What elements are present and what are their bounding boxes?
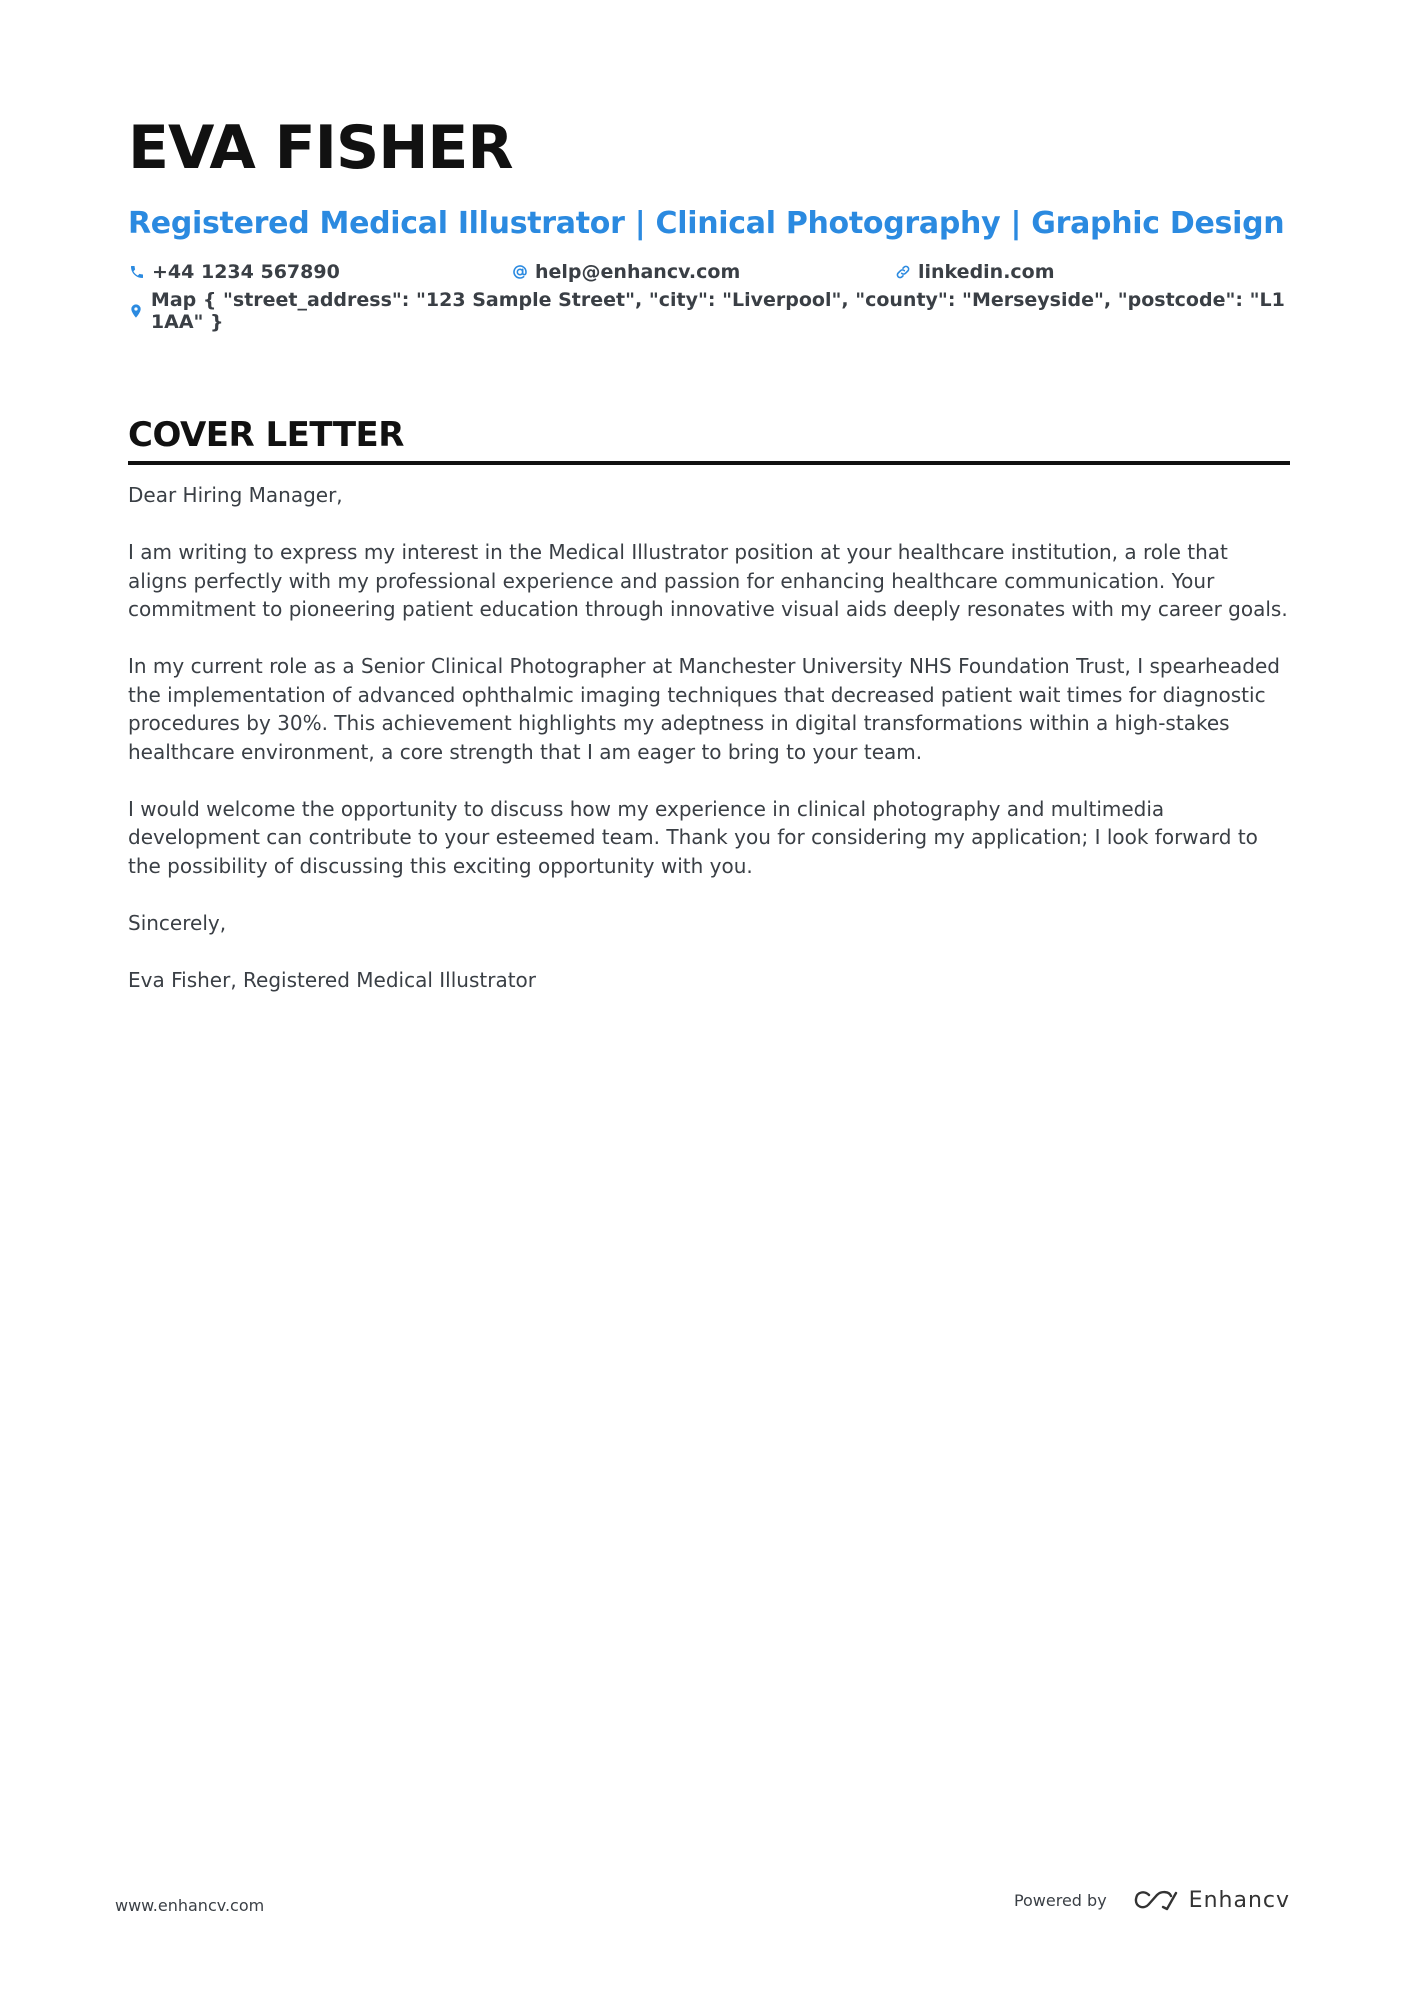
footer-branding — [1014, 1888, 1290, 1913]
letter-body — [128, 481, 1290, 994]
location-text: Map { "street_address": "123 Sample Street", "city": "Liverpool", "county": "Merseyside", "postcode": "L1 1AA" } — [150, 289, 1285, 333]
letter-greeting: Dear Hiring Manager, — [128, 483, 343, 507]
link-text: linkedin.com — [918, 261, 1055, 283]
at-icon — [511, 263, 529, 281]
contact-location — [128, 289, 1290, 333]
enhancv-logo-icon — [1133, 1889, 1179, 1913]
letter-paragraph-2: In my current role as a Senior Clinical Photographer at Manchester University NHS Foundation Trust, I spearheaded the implementation of advanced ophthalmic imaging techniques that decreased patient wait times for diagnostic procedures by 30%. This achievement highlights my adeptness in digital transformations within a high-stakes healthcare environment, a core strength that I am eager to bring to your team. — [128, 654, 1280, 764]
section-title: COVER LETTER — [128, 415, 404, 455]
phone-icon — [128, 263, 146, 281]
candidate-name: EVA FISHER — [128, 113, 513, 183]
powered-by-text: Powered by — [1013, 1891, 1107, 1910]
section-divider — [128, 461, 1290, 465]
contact-phone — [128, 261, 511, 283]
letter-paragraph-1: I am writing to express my interest in the Medical Illustrator position at your healthcare institution, a role that aligns perfectly with my professional experience and passion for enhancing healthcare communication. Your commitment to pioneering patient education through innovative visual aids deeply resonates with my career goals. — [128, 540, 1288, 621]
contact-email[interactable] — [511, 261, 894, 283]
footer-website[interactable]: www.enhancv.com — [115, 1896, 265, 1915]
email-text: help@enhancv.com — [535, 261, 741, 283]
candidate-headline: Registered Medical Illustrator | Clinical Photography | Graphic Design — [128, 206, 1285, 241]
letter-signature: Eva Fisher, Registered Medical Illustrator — [128, 967, 536, 992]
contact-row — [128, 258, 1290, 286]
map-pin-icon — [128, 302, 145, 320]
cover-letter-page — [128, 108, 1290, 1023]
letter-closing: Sincerely, — [128, 910, 227, 935]
letter-paragraph-3: I would welcome the opportunity to discuss how my experience in clinical photography and multimedia development can contribute to your esteemed team. Thank you for considering my application; I look forward to the possibility of discussing this exciting opportunity with you. — [128, 796, 1258, 878]
phone-text: +44 1234 567890 — [152, 261, 340, 283]
brand-name: Enhancv — [1188, 1888, 1290, 1913]
contact-link[interactable] — [894, 261, 1055, 283]
link-icon — [894, 263, 912, 281]
contact-row-location — [128, 289, 1290, 333]
